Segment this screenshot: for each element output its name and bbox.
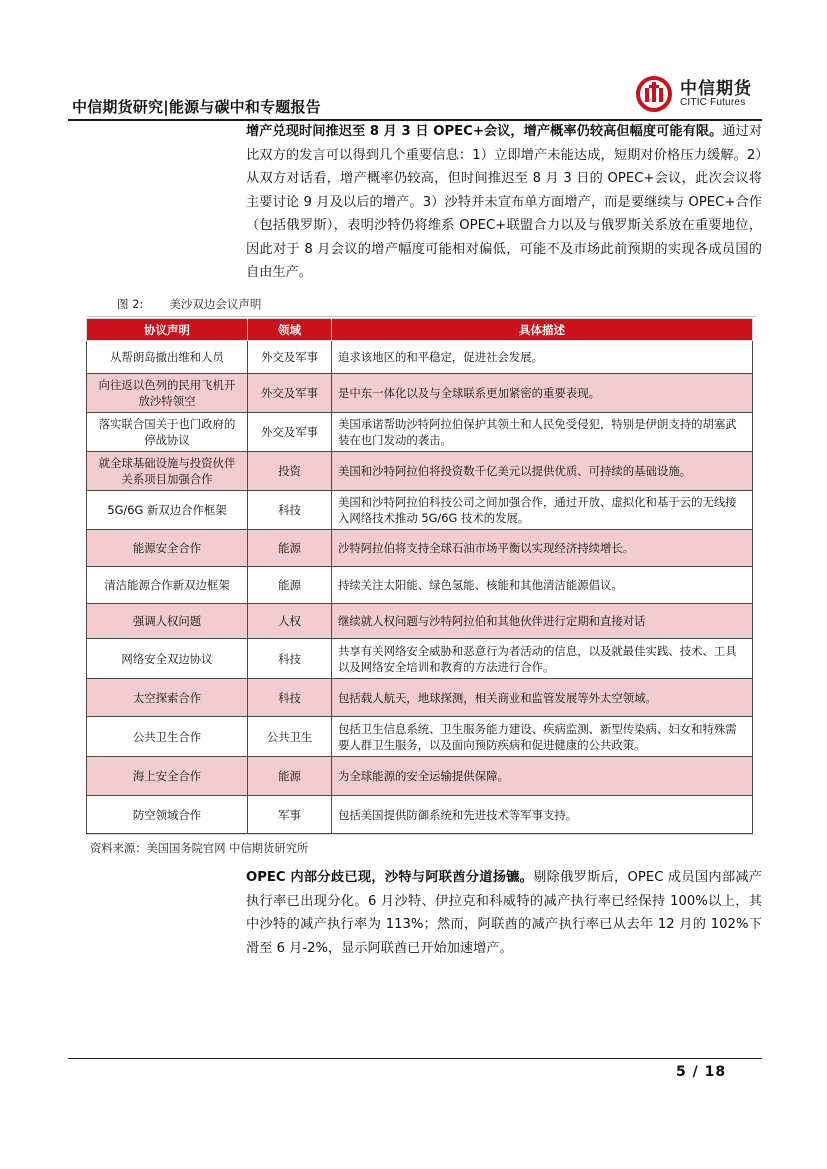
agreement-desc: 美国承诺帮助沙特阿拉伯保护其领土和人民免受侵犯，特别是伊朗支持的胡塞武装在也门发动的袭击。: [332, 413, 753, 452]
citic-logo-icon: [636, 76, 672, 112]
agreement-desc: 是中东一体化以及与全球联系更加紧密的重要表现。: [332, 374, 753, 413]
agreement-desc: 包括载人航天，地球探测，相关商业和监管发展等外太空领域。: [332, 679, 753, 717]
agreement-desc: 追求该地区的和平稳定，促进社会发展。: [332, 341, 753, 374]
table-row: [87, 530, 753, 567]
footer-divider: [68, 1058, 762, 1059]
agreement-field: 军事: [248, 796, 332, 834]
table-row: [87, 374, 753, 413]
paragraph-lead: 增产兑现时间推迟至 8 月 3 日 OPEC+会议，增产概率仍较高但幅度可能有限。: [246, 124, 723, 139]
agreement-field: 外交及军事: [248, 413, 332, 452]
agreement-desc: 美国和沙特阿拉伯科技公司之间加强合作，通过开放、虚拟化和基于云的无线接入网络技术推动 5G/6G 技术的发展。: [332, 491, 753, 530]
table-header-row: [87, 319, 753, 341]
table-row: [87, 639, 753, 679]
agreement-name: 网络安全双边协议: [87, 639, 248, 679]
agreement-field: 科技: [248, 679, 332, 717]
logo-text-cn: 中信期货: [680, 79, 752, 99]
paragraph-body: 通过对比双方的发言可以得到几个重要信息：1）立即增产未能达成，短期对价格压力缓解。2）从双方对话看，增产概率仍较高，但时间推迟至 8 月 3 日的 OPEC+会议，此次会议将主要讨论 9 月及以后的增产。3）沙特并未宣布单方面增产，而是要继续与 OPEC+合作（包括俄罗斯），表明沙特仍将维系 OPEC+联盟合力以及与俄罗斯关系放在重要地位，因此对于 8 月会议的增产幅度可能相对偏低，可能不及市场此前预期的实现各成员国的自由生产。: [246, 124, 763, 280]
paragraph-lead: OPEC 内部分歧已现，沙特与阿联酋分道扬镳。: [246, 870, 534, 885]
agreement-name: 就全球基础设施与投资伙伴关系项目加强合作: [87, 452, 248, 491]
source-divider: [86, 834, 756, 835]
figure-number: 图 2:: [117, 297, 144, 311]
agreement-name: 公共卫生合作: [87, 717, 248, 757]
agreement-name: 清洁能源合作新双边框架: [87, 567, 248, 604]
table-row: [87, 604, 753, 639]
figure-source: 资料来源：美国国务院官网 中信期货研究所: [90, 842, 309, 855]
agreement-field: 能源: [248, 530, 332, 567]
table-row: [87, 679, 753, 717]
agreement-field: 投资: [248, 452, 332, 491]
agreement-desc: 包括卫生信息系统、卫生服务能力建设、疾病监测、新型传染病、妇女和特殊需要人群卫生服务，以及面向预防疾病和促进健康的公共政策。: [332, 717, 753, 757]
table-row: [87, 717, 753, 757]
agreement-desc: 包括美国提供防御系统和先进技术等军事支持。: [332, 796, 753, 834]
figure-caption: [117, 296, 287, 312]
agreement-name: 强调人权问题: [87, 604, 248, 639]
agreement-name: 太空探索合作: [87, 679, 248, 717]
agreement-name: 从帮朗岛撤出维和人员: [87, 341, 248, 374]
agreement-name: 向往返以色列的民用飞机开放沙特领空: [87, 374, 248, 413]
figure-top-divider: [86, 316, 756, 317]
table-row: [87, 341, 753, 374]
agreement-name: 落实联合国关于也门政府的停战协议: [87, 413, 248, 452]
agreement-field: 科技: [248, 639, 332, 679]
table-row: [87, 452, 753, 491]
table-row: [87, 757, 753, 796]
table-row: [87, 491, 753, 530]
page-number: 5 / 18: [676, 1064, 727, 1080]
header-agreement: 协议声明: [87, 319, 248, 341]
agreement-name: 防空领域合作: [87, 796, 248, 834]
agreement-field: 外交及军事: [248, 374, 332, 413]
agreement-field: 人权: [248, 604, 332, 639]
paragraph-body: 剔除俄罗斯后，OPEC 成员国内部减产执行率已出现分化。6 月沙特、伊拉克和科威特的减产执行率已经保持 100%以上，其中沙特的减产执行率为 113%；然而，阿联酋的减产执行率已从去年 12 月的 102%下滑至 6 月-2%，显示阿联酋已开始加速增产。: [246, 870, 762, 956]
agreement-name: 能源安全合作: [87, 530, 248, 567]
table-row: [87, 796, 753, 834]
agreement-desc: 继续就人权问题与沙特阿拉伯和其他伙伴进行定期和直接对话: [332, 604, 753, 639]
header-description: 具体描述: [332, 319, 753, 341]
paragraph-increase-timing: [246, 120, 762, 285]
agreement-field: 科技: [248, 491, 332, 530]
report-header-title: 中信期货研究|能源与碳中和专题报告: [72, 98, 321, 116]
header-field: 领域: [248, 319, 332, 341]
logo-text-en: CITIC Futures: [680, 97, 746, 108]
agreement-field: 能源: [248, 757, 332, 796]
paragraph-opec-divergence: [246, 866, 762, 960]
agreement-desc: 为全球能源的安全运输提供保障。: [332, 757, 753, 796]
agreement-field: 能源: [248, 567, 332, 604]
agreement-desc: 沙特阿拉伯将支持全球石油市场平衡以实现经济持续增长。: [332, 530, 753, 567]
citic-futures-logo: [636, 72, 762, 114]
agreement-desc: 美国和沙特阿拉伯将投资数千亿美元以提供优质、可持续的基础设施。: [332, 452, 753, 491]
agreement-name: 5G/6G 新双边合作框架: [87, 491, 248, 530]
table-row: [87, 567, 753, 604]
agreement-field: 外交及军事: [248, 341, 332, 374]
agreement-field: 公共卫生: [248, 717, 332, 757]
agreement-desc: 持续关注太阳能、绿色氢能、核能和其他清洁能源倡议。: [332, 567, 753, 604]
figure-title: 美沙双边会议声明: [169, 297, 262, 311]
table-row: [87, 413, 753, 452]
agreement-desc: 共享有关网络安全威胁和恶意行为者活动的信息，以及就最佳实践、技术、工具以及网络安全培训和教育的方法进行合作。: [332, 639, 753, 679]
agreement-name: 海上安全合作: [87, 757, 248, 796]
agreement-table: [86, 318, 753, 834]
